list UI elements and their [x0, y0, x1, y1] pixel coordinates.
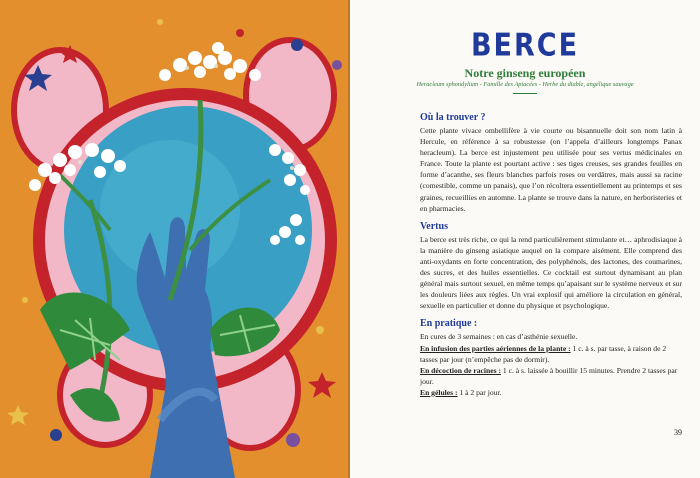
section-heading: En pratique : — [420, 318, 478, 330]
section-where — [420, 112, 682, 214]
text-page — [350, 0, 700, 478]
article-content — [420, 112, 682, 405]
page-number: 39 — [674, 428, 682, 437]
practice-line: En décoction de racines : 1 c. à s. laissée à bouillir 15 minutes. Prendre 2 tasses par jour. — [420, 365, 678, 386]
practice-line: En cures de 3 semaines : en cas d’asthénie sexuelle. — [420, 332, 578, 342]
latin-name-line: Heracleum sphondylium - Famille des Apiacées - Herbe du diable, angélique sauvage — [416, 81, 634, 88]
title-divider — [513, 93, 537, 94]
page-subtitle: Notre ginseng européen — [464, 66, 586, 80]
page-title: BERCE — [470, 27, 580, 64]
section-text: La berce est très riche, ce qui la rend particulièrement stimulante et… aphrodisiaque à la manière du ginseng asiatique auquel on la compare aisément. Elle comprend des anti-oxydants en forte concentration, des polyphénols, des lactones, des coumarines, des sucres, et des huiles essentielles. Ce cocktail est surtout dynamisant au plan général mais surtout sexuel, en même temps qu’apaisant sur le système nerveux et sur les douleurs liées aux règles. Un vrai explosif qui améliore la circulation en général, sexuelle en particulier et donne du physique et psychologique. — [420, 234, 682, 311]
section-heading: Où la trouver ? — [420, 112, 486, 123]
practice-line: En infusion des parties aériennes de la plante : 1 c. à s. par tasse, à raison de 2 tasses par jour (n’empêche pas de dormir). — [420, 343, 667, 364]
section-pratique — [420, 318, 682, 398]
practice-line: En gélules : 1 à 2 par jour. — [420, 387, 502, 397]
section-text: Cette plante vivace ombellifère à vie courte ou bisannuelle doit son nom latin à Hercule, en référence à sa robustesse (on l’appela d’ailleurs longtemps Panax heracleum). La berce est injustement peu utilisée pour ses vertus médicinales en France. Toute la plante est pourtant active : ses tiges creuses, ses grandes feuilles en forme d’acanthe, ses fleurs blanches parfois roses ou verdâtres, mais aussi sa racine (comestible, comme un panais), que l’on récoltera essentiellement au printemps et ses graines, recueillies en automne. La plante se trouve dans la nature, en herboristeries et en pharmacies. — [420, 126, 682, 213]
section-heading: Vertus — [420, 220, 448, 232]
section-vertus — [420, 221, 682, 312]
